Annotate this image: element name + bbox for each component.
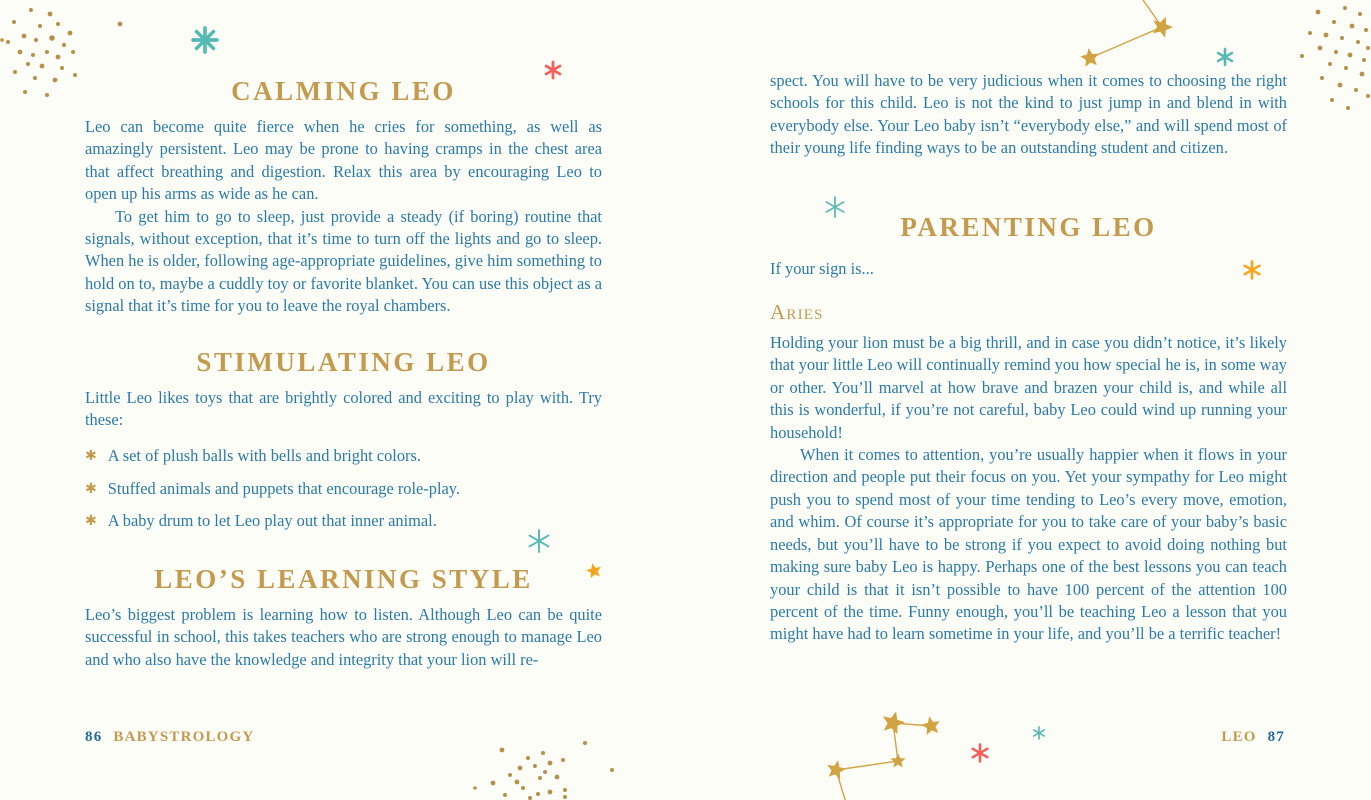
asterisk-bullet-icon: ✱ bbox=[85, 513, 97, 530]
section-heading-parenting-leo: PARENTING LEO bbox=[900, 211, 1157, 242]
constellation-bottom bbox=[827, 711, 940, 800]
star-icon-red-2 bbox=[973, 745, 988, 762]
book-title: BABYSTROLOGY bbox=[113, 729, 255, 745]
page-left bbox=[85, 76, 602, 671]
page-number: 86 bbox=[85, 729, 103, 745]
toy-suggestions-list bbox=[85, 445, 602, 532]
section-heading-calming-leo: CALMING LEO bbox=[231, 76, 456, 106]
intro-line: If your sign is... bbox=[770, 258, 874, 278]
sign-subheading-aries: Aries bbox=[770, 300, 824, 325]
footer-right bbox=[1221, 729, 1285, 746]
dot-cluster-top-right bbox=[1300, 6, 1370, 110]
paragraph-aries-1: Holding your lion must be a big thrill, and in case you didn’t notice, it’s likely that your little Leo will continually remind you how special he is, in some way or other. You’ll marvel at how brave and brazen your child is, and while all this is wonderful, if you’re not careful, baby Leo could wind up running your household! bbox=[770, 333, 1287, 442]
paragraph-stimulating: Little Leo likes toys that are brightly colored and exciting to play with. Try these: bbox=[85, 387, 602, 430]
star-icon-teal-1 bbox=[193, 28, 217, 52]
page-number: 87 bbox=[1267, 729, 1285, 745]
star-icon-teal-4 bbox=[1218, 49, 1232, 65]
list-item bbox=[85, 510, 602, 532]
asterisk-bullet-icon: ✱ bbox=[85, 448, 97, 465]
list-item-text: A baby drum to let Leo play out that inner animal. bbox=[107, 511, 437, 531]
list-item-text: Stuffed animals and puppets that encourage role-play. bbox=[107, 478, 461, 498]
dot-cluster-bottom-center bbox=[473, 741, 614, 800]
paragraph-aries-2: When it comes to attention, you’re usually happier when it flows in your direction and people put their focus on you. Yet your sympathy for Leo might push you to spend most of your time tending to Leo’s every move, emotion, and whim. Of course it’s appropriate for you to take care of your baby’s basic needs, but you’ll have to be strong if you expect to avoid doing nothing but making sure baby Leo is happy. Perhaps one of the best lessons you can teach your child is that it isn’t possible to have 100 percent of the attention 100 percent of the time. Funny enough, you’ll be teaching Leo a lesson that you might have had to learn sometime in your life, and you’ll be a terrific teacher! bbox=[770, 445, 1287, 644]
footer-left bbox=[85, 729, 254, 746]
list-item bbox=[85, 478, 602, 500]
list-item-text: A set of plush balls with bells and bright colors. bbox=[107, 446, 421, 466]
asterisk-bullet-icon: ✱ bbox=[85, 480, 97, 497]
star-icon-teal-5 bbox=[1034, 727, 1044, 739]
section-heading-stimulating-leo: STIMULATING LEO bbox=[196, 346, 491, 377]
list-item bbox=[85, 445, 602, 467]
constellation-top-right bbox=[1080, 0, 1173, 67]
paragraph-continuation: spect. You will have to be very judicious when it comes to choosing the right schools for this child. Leo is not the kind to just jump in and blend in with everybody else. Your Leo baby isn’t “everybody else,” and will spend most of their young life finding ways to be an outstanding student and citizen. bbox=[770, 71, 1287, 158]
paragraph-calming-1: Leo can become quite fierce when he cries for something, as well as amazingly persistent. Leo may be prone to having cramps in the chest area that affect breathing and digestion. Relax this area by encouraging Leo to open up his arms as wide as he can. bbox=[85, 117, 602, 204]
page-right bbox=[770, 70, 1287, 646]
chapter-title: LEO bbox=[1221, 729, 1257, 745]
paragraph-calming-2: To get him to go to sleep, just provide a steady (if boring) routine that signals, without exception, that it’s time to turn off the lights and go to sleep. When he is older, following age-appropriate guidelines, give him something to hold on to, maybe a cuddly toy or favorite blanket. You can use this object as a signal that it’s time for you to leave the royal chambers. bbox=[85, 206, 602, 316]
section-heading-learning-style: LEO’S LEARNING STYLE bbox=[154, 563, 533, 594]
paragraph-learning-style: Leo’s biggest problem is learning how to listen. Although Leo can be quite successful in school, this takes teachers who are strong enough to manage Leo and who also have the knowledge and integrity that your lion will re- bbox=[85, 604, 602, 669]
